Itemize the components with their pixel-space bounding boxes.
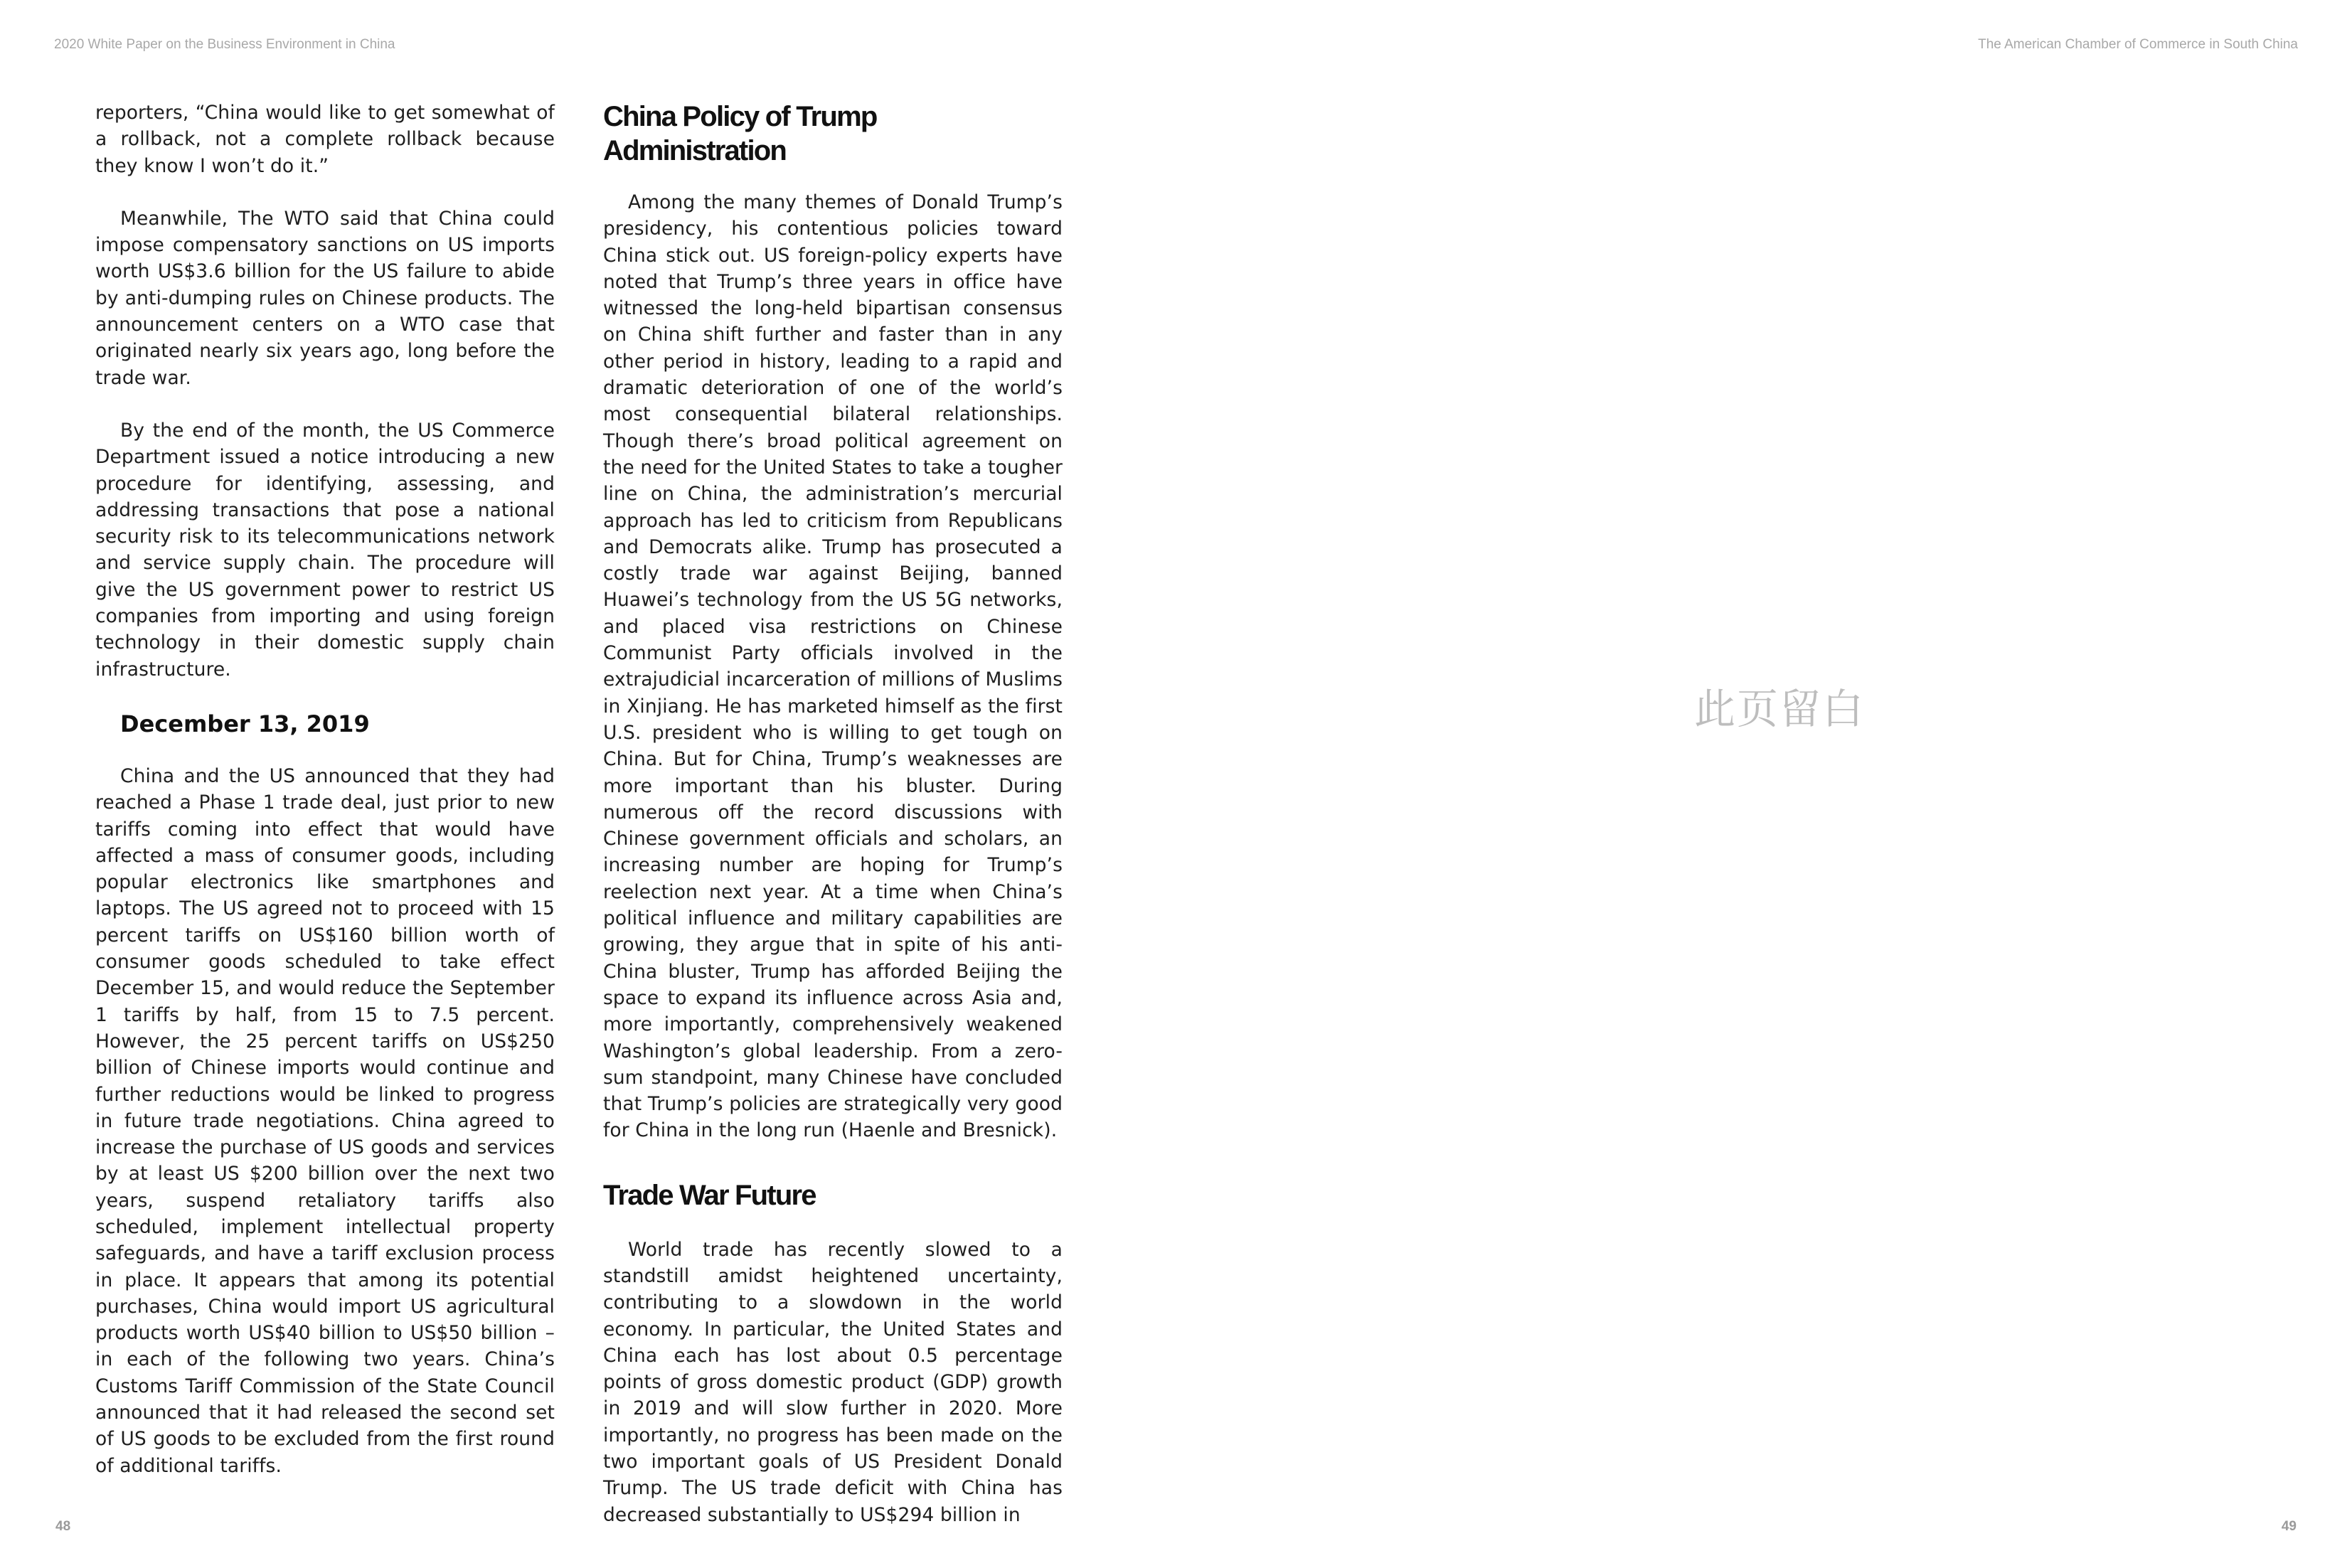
paragraph-commerce-department: By the end of the month, the US Commerce Department issued a notice introducing a new procedure for identifying, assessing, and addressing transactions that pose a national security risk to its telecommunications network and service supply chain. The procedure will give the US government power to restrict US companies from importing and using foreign technology in their domestic supply chain infrastructure. [95,419,555,681]
paragraph-wto-sanctions: Meanwhile, The WTO said that China could impose compensatory sanctions on US imports worth US$3.6 billion for the US failure to abide by anti-dumping rules on Chinese products. The announcement centers on a WTO case that originated nearly six years ago, long before the trade war. [95,207,555,389]
section-heading-trade-war-future: Trade War Future [603,1179,816,1211]
running-header-left: 2020 White Paper on the Business Environment in China [54,37,395,52]
left-text-column [95,100,555,1505]
page-number-right: 49 [2281,1519,2297,1534]
paragraph-trump-policy: Among the many themes of Donald Trump’s presidency, his contentious policies toward China stick out. US foreign-policy experts have noted that Trump’s three years in office have witnessed the long-held bipartisan consensus on China shift further and faster than in any other period in history, leading to a rapid and dramatic deterioration of one of the world’s most consequential bilateral relationships. Though there’s broad political agreement on the need for the United States to take a tougher line on China, the administration’s mercurial approach has led to criticism from Republicans and Democrats alike. Trump has prosecuted a costly trade war against Beijing, banned Huawei’s technology from the US 5G networks, and placed visa restrictions on Chinese Communist Party officials involved in the extrajudicial incarceration of millions of Muslims in Xinjiang. He has marketed himself as the first U.S. president who is willing to get tough on China. But for China, Trump’s weaknesses are more important than his bluster. During numerous off the record discussions with Chinese government officials and scholars, an increasing number are hoping for Trump’s reelection next year. At a time when China’s political influence and military capabilities are growing, they argue that in spite of his anti-China bluster, Trump has afforded Beijing the space to expand its influence across Asia and, more importantly, comprehensively weakened Washington’s global leadership. From a zero-sum standpoint, many Chinese have concluded that Trump’s policies are strategically very good for China in the long run (Haenle and Bresnick). [603,191,1063,1142]
paragraph-phase-1-deal: China and the US announced that they had reached a Phase 1 trade deal, just prior to new tariffs coming into effect that would have affected a mass of consumer goods, including popular electronics like smartphones and laptops. The US agreed not to proceed with 15 percent tariffs on US$160 billion worth of consumer goods scheduled to take effect December 15, and would reduce the September 1 tariffs by half, from 15 to 7.5 percent. However, the 25 percent tariffs on US$250 billion of Chinese imports would continue and further reductions would be linked to progress in future trade negotiations. China agreed to increase the purchase of US goods and services by at least US $200 billion over the next two years, suspend retaliatory tariffs also scheduled, implement intellectual property safeguards, and have a tariff exclusion process in place. It appears that among its potential purchases, China would import US agricultural products worth US$40 billion to US$50 billion – in each of the following two years. China’s Customs Tariff Commission of the State Council announced that it had released the second set of US goods to be excluded from the first round of additional tariffs. [95,764,555,1477]
right-text-column [603,100,1063,1554]
intentionally-blank-notice: 此页留白 [1694,685,1866,733]
page-number-left: 48 [55,1519,71,1534]
section-heading-trump-policy: China Policy of Trump Administration [603,101,877,166]
paragraph-reporters-quote: reporters, “China would like to get somewhat of a rollback, not a complete rollback because they know I won’t do it.” [95,102,555,177]
date-heading: December 13, 2019 [120,710,370,737]
paragraph-trade-war-future: World trade has recently slowed to a standstill amidst heightened uncertainty, contributing to a slowdown in the world economy. In particular, the United States and China each has lost about 0.5 percentage points of gross domestic product (GDP) growth in 2019 and will slow further in 2020. More importantly, no progress has been made on the two important goals of US President Donald Trump. The US trade deficit with China has decreased substantially to US$294 billion in [603,1238,1063,1526]
running-header-right: The American Chamber of Commerce in South China [1978,37,2298,52]
